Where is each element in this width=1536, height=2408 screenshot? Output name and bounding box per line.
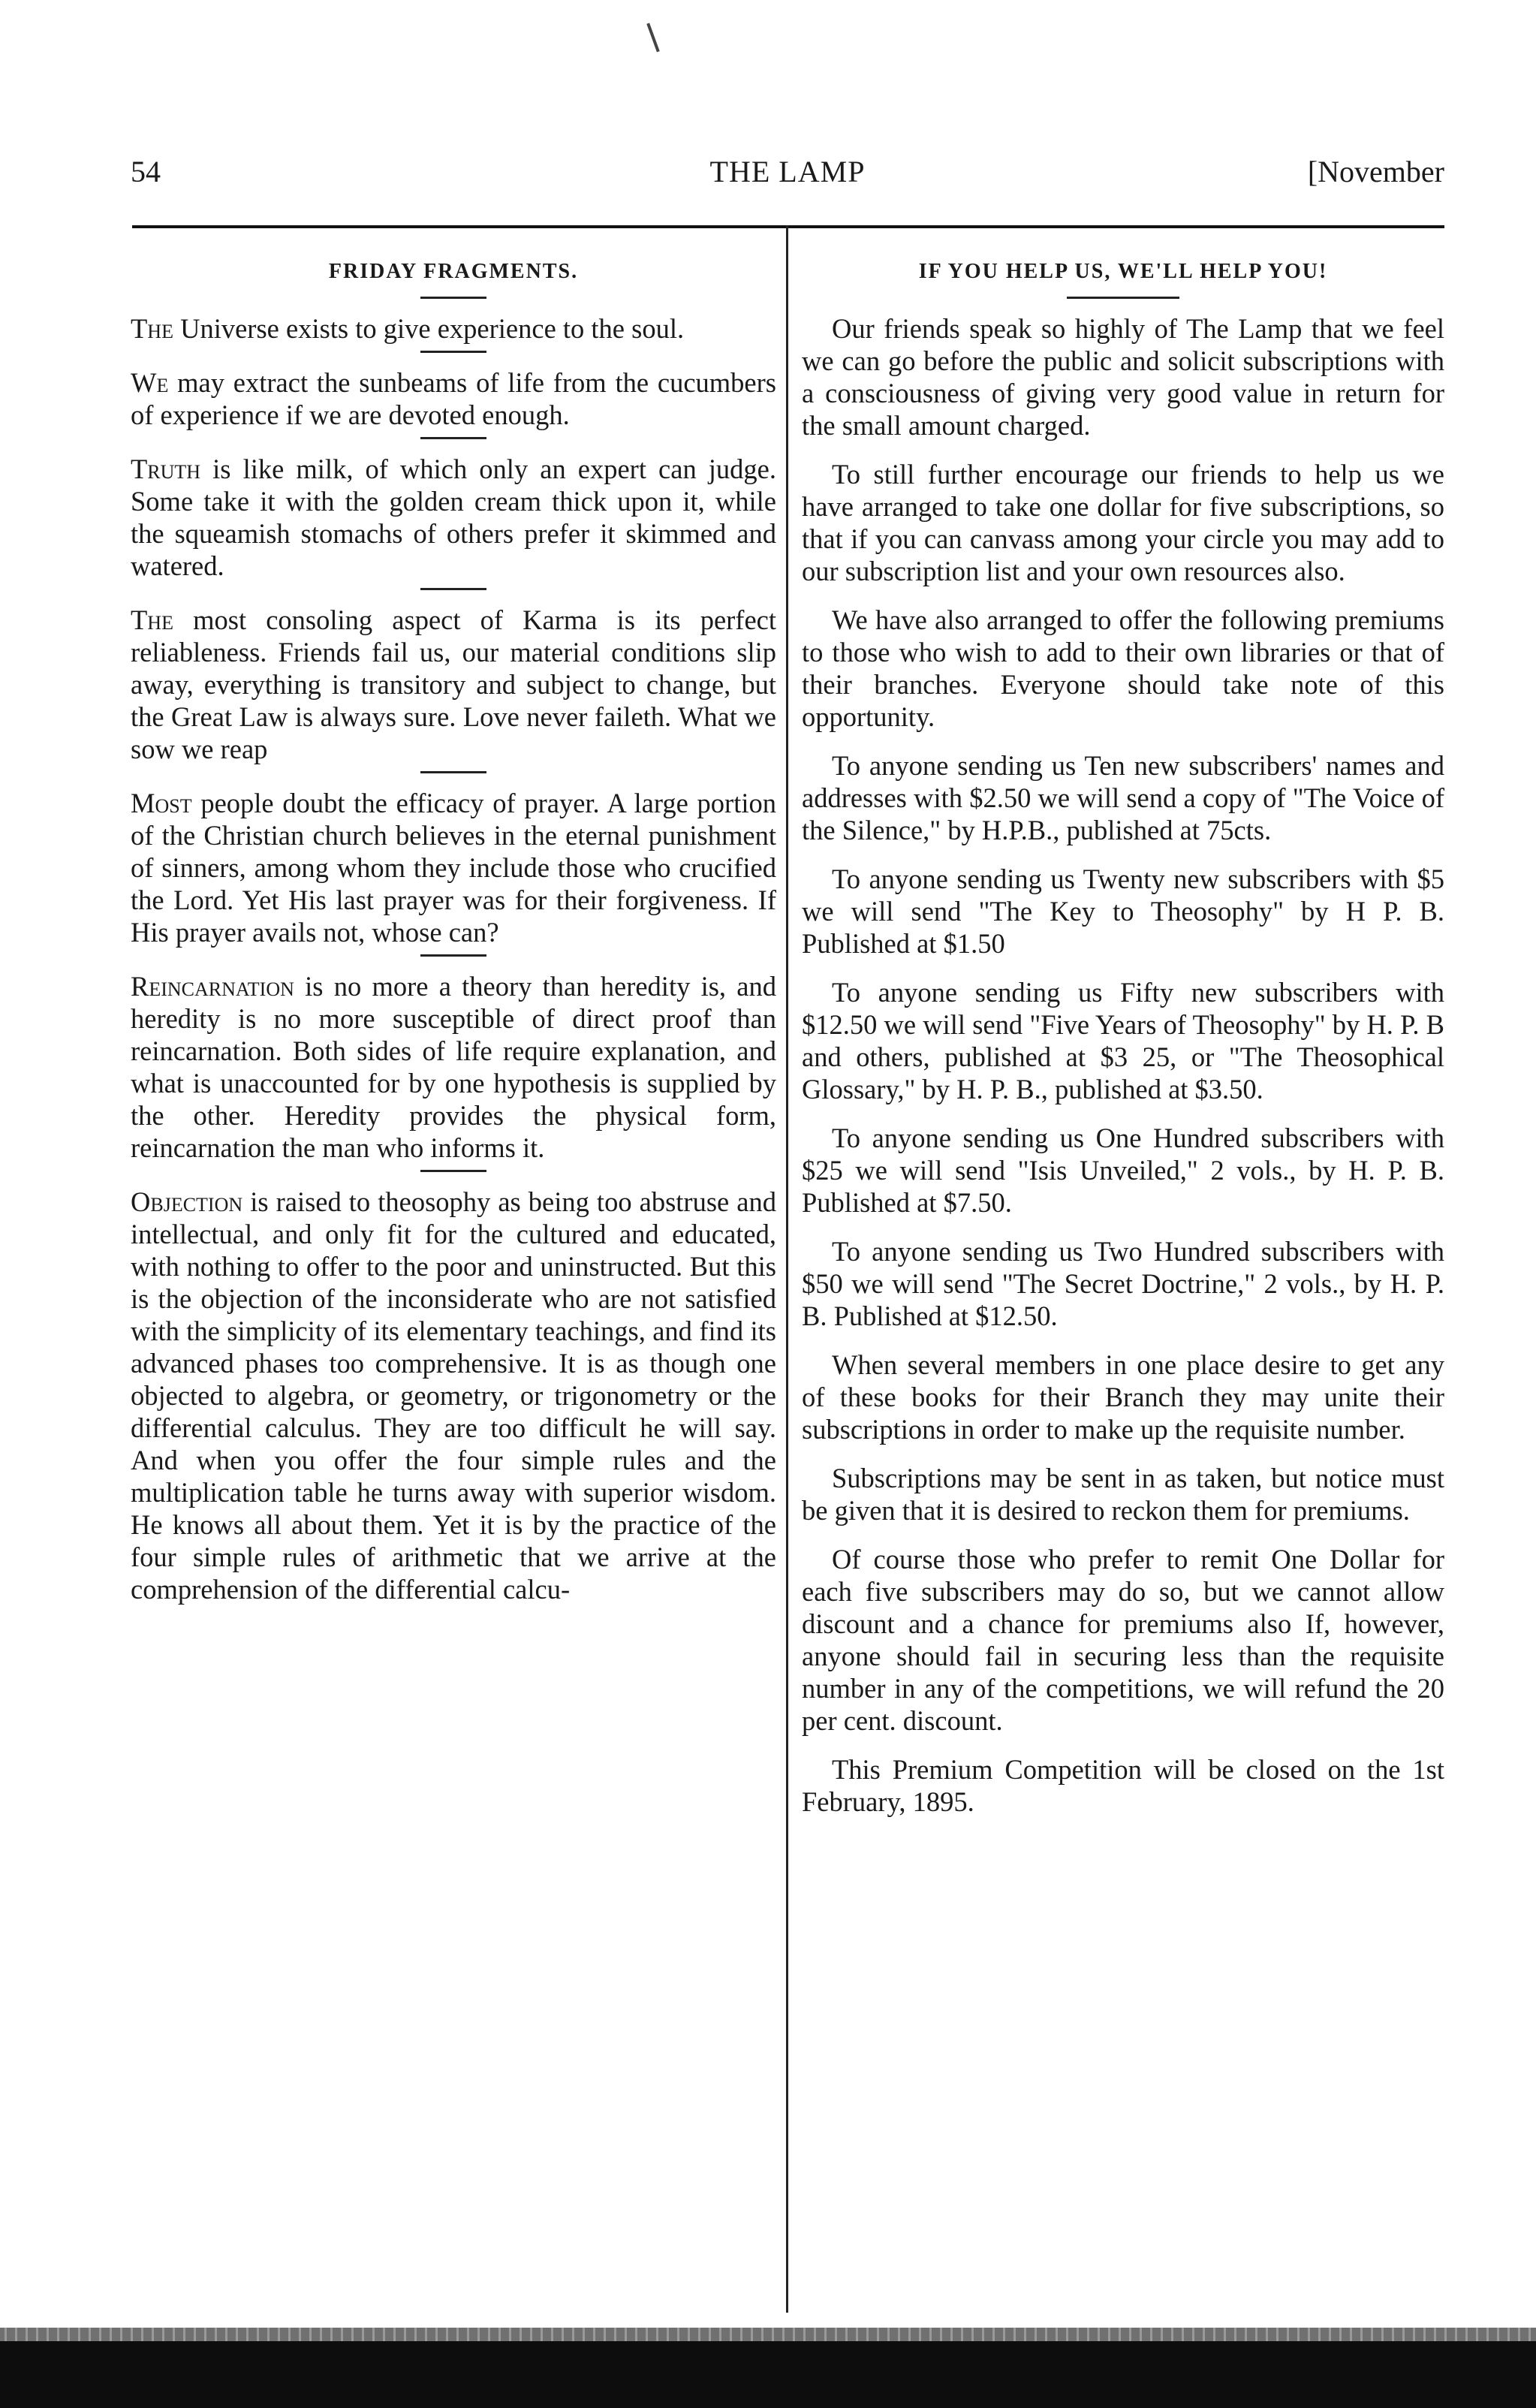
paragraph: Subscriptions may be sent in as taken, but notice must be given that it is desired to reckon them for premiums. — [802, 1463, 1444, 1526]
premium-offer: To anyone sending us Ten new subscribers' names and addresses with $2.50 we will send a copy of "The Voice of the Silence," by H.P.B., published at 75cts. — [802, 750, 1444, 845]
fragment-lead: Truth — [131, 454, 201, 484]
fragment-lead: The — [131, 313, 173, 344]
fragment — [131, 1186, 776, 1605]
fragment-separator — [420, 1170, 486, 1172]
fragment-text: is no more a theory than heredity is, and heredity is no more susceptible of direct proof than reincarnation. Both sides of life require explanation, and what is unaccounted for by one hypothesis is supplied by the other. Heredity provides the physical form, reincarnation the man who informs it. — [131, 971, 776, 1163]
paragraph: We have also arranged to offer the following premiums to those who wish to add to their own libraries or that of their branches. Everyone should take note of this opportunity. — [802, 604, 1444, 732]
fragment-lead: We — [131, 367, 169, 398]
paragraph: When several members in one place desire to get any of these books for their Branch they may unite their subscriptions in order to make up the requisite number. — [802, 1349, 1444, 1445]
scan-bottom-border — [0, 2341, 1536, 2408]
heading-rule — [1067, 297, 1179, 299]
fragment-separator — [420, 351, 486, 353]
fragment-lead: Reincarnation — [131, 971, 294, 1002]
paragraph: To still further encourage our friends to help us we have arranged to take one dollar for five subscriptions, so that if you can canvass among your circle you may add to our subscription list and your own resources also. — [802, 459, 1444, 586]
closing-notice: This Premium Competition will be closed on the 1st February, 1895. — [802, 1754, 1444, 1817]
premium-offer: To anyone sending us Two Hundred subscribers with $50 we will send "The Secret Doctrine," 2 vols., by H. P. B. Published at $12.50. — [802, 1236, 1444, 1331]
page-header — [131, 154, 1444, 199]
fragment — [131, 604, 776, 765]
section-heading-premiums: IF YOU HELP US, WE'LL HELP YOU! — [918, 260, 1328, 283]
header-rule — [132, 225, 1444, 228]
fragment-text: may extract the sunbeams of life from the cucumbers of experience if we are devoted enough. — [131, 367, 776, 430]
fragment-text: most consoling aspect of Karma is its perfect reliableness. Friends fail us, our material conditions slip away, everything is transitory and subject to change, but the Great Law is always sure. Love never faileth. What we sow we reap — [131, 604, 776, 764]
paragraph: Our friends speak so highly of The Lamp that we feel we can go before the public and solicit subscriptions with a consciousness of giving very good value in return for the small amount charged. — [802, 313, 1444, 441]
fragment-text: is raised to theosophy as being too abstruse and intellectual, and only fit for the cultured and educated, with nothing to offer to the poor and uninstructed. But this is the objection of the inconsiderate who are not satisfied with the simplicity of its elementary teachings, and find its advanced phases too comprehensive. It is as though one objected to algebra, or geometry, or trigonometry or the differential calculus. They are too difficult he will say. And when you offer the four simple rules and the multiplication table he turns away with superior wisdom. He knows all about them. Yet it is by the practice of the four simple rules of arithmetic that we arrive at the comprehension of the differential calcu- — [131, 1186, 776, 1605]
premium-offer: To anyone sending us Fifty new subscribers with $12.50 we will send "Five Years of Theosophy" by H. P. B and others, published at $3 25, or "The Theosophical Glossary," by H. P. B., published at $3.50. — [802, 977, 1444, 1105]
premium-offer: To anyone sending us One Hundred subscribers with $25 we will send "Isis Unveiled," 2 vols., by H. P. B. Published at $7.50. — [802, 1123, 1444, 1218]
fragment — [131, 453, 776, 582]
scan-speck — [646, 23, 659, 53]
fragment — [131, 970, 776, 1164]
fragment-separator — [420, 954, 486, 957]
left-column — [131, 248, 776, 1605]
fragment-lead: The — [131, 604, 173, 635]
paragraph: Of course those who prefer to remit One Dollar for each five subscribers may do so, but we cannot allow discount and a chance for premiums also If, however, anyone should fail in securing less than the requisite number in any of the competitions, we will refund the 20 per cent. discount. — [802, 1544, 1444, 1736]
fragment-text: is like milk, of which only an expert can judge. Some take it with the golden cream thick upon it, while the squeamish stomachs of others prefer it skimmed and watered. — [131, 454, 776, 581]
fragment — [131, 366, 776, 431]
fragment-separator — [420, 588, 486, 590]
fragment-separator — [420, 437, 486, 439]
fragment-lead: Objection — [131, 1186, 243, 1217]
premium-offer: To anyone sending us Twenty new subscribers with $5 we will send "The Key to Theosophy" by H P. B. Published at $1.50 — [802, 863, 1444, 959]
fragment-lead: Most — [131, 788, 192, 818]
fragment-text: Universe exists to give experience to the soul. — [173, 313, 685, 344]
fragment-text: people doubt the efficacy of prayer. A large portion of the Christian church believes in the eternal punishment of sinners, among whom they include those who crucified the Lord. Yet His last prayer was for their forgiveness. If His prayer avails not, whose can? — [131, 788, 776, 948]
right-column — [802, 248, 1444, 1834]
issue-month: [November — [1307, 155, 1444, 188]
column-divider — [786, 225, 788, 2313]
fragment-separator — [420, 771, 486, 773]
fragment — [131, 787, 776, 948]
page-number: 54 — [131, 155, 161, 188]
heading-rule — [420, 297, 486, 299]
fragment — [131, 312, 776, 345]
section-heading-friday-fragments: FRIDAY FRAGMENTS. — [328, 260, 579, 283]
journal-title: THE LAMP — [709, 155, 866, 188]
